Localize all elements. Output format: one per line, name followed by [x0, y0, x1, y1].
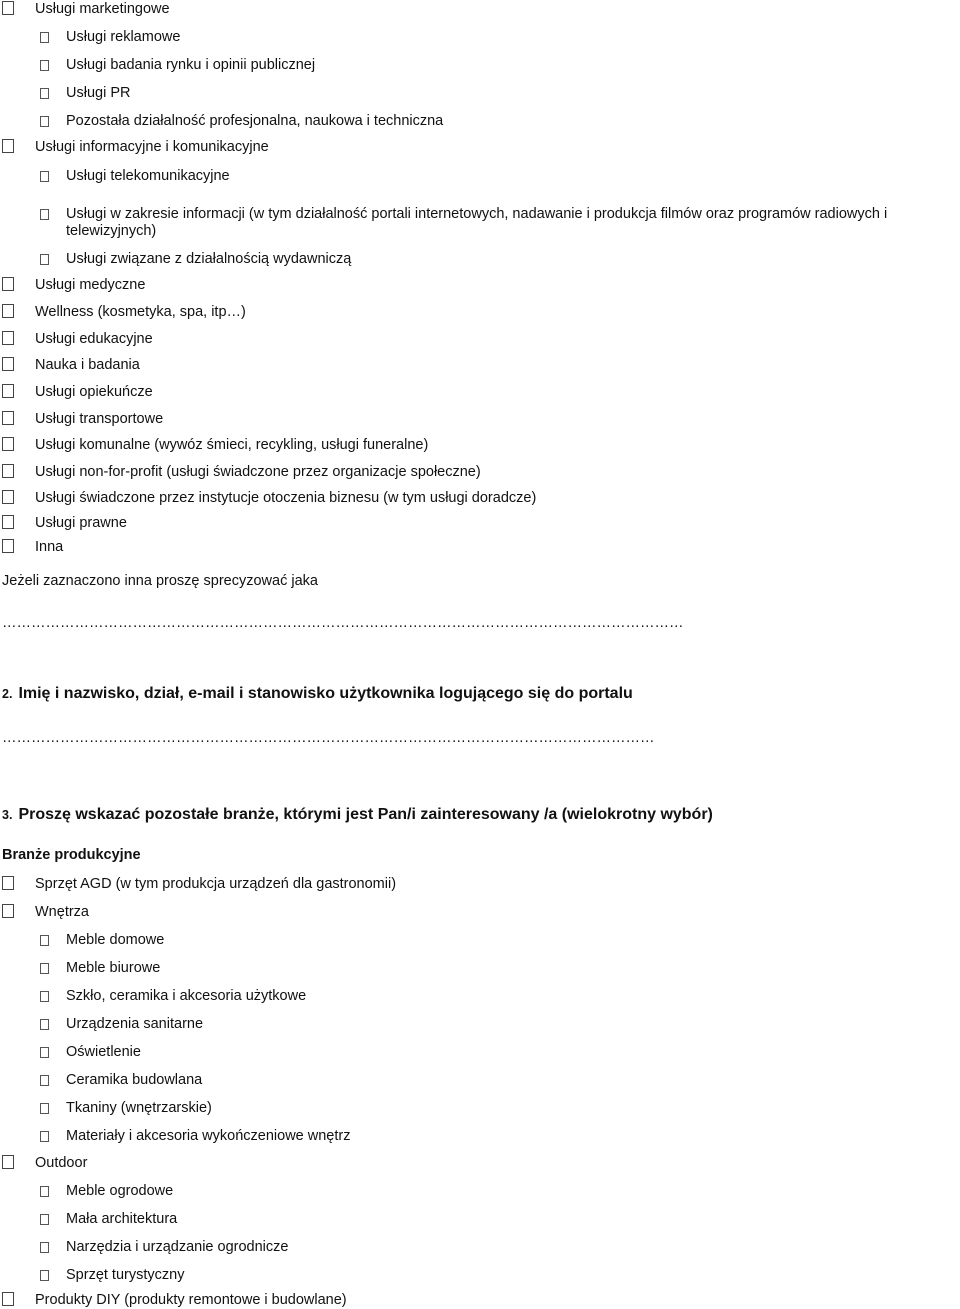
option-information-services[interactable] — [40, 206, 936, 240]
checkbox[interactable] — [40, 32, 49, 43]
option-care[interactable] — [2, 384, 153, 401]
checkbox[interactable] — [2, 304, 14, 318]
option-label: Usługi reklamowe — [66, 29, 181, 45]
option-advertising[interactable] — [40, 29, 180, 46]
question-text: Imię i nazwisko, dział, e-mail i stanowisko użytkownika logującego się do portalu — [18, 685, 633, 702]
checkbox[interactable] — [2, 437, 14, 451]
checkbox[interactable] — [40, 1103, 49, 1114]
option-label: Usługi transportowe — [35, 411, 164, 427]
option-business-support[interactable] — [2, 490, 536, 507]
option-label: Sprzęt AGD (w tym produkcja urządzeń dla gastronomii) — [35, 876, 397, 892]
option-telecom[interactable] — [40, 168, 230, 185]
checkbox[interactable] — [40, 991, 49, 1002]
option-label: Meble ogrodowe — [66, 1183, 174, 1199]
option-legal[interactable] — [2, 515, 127, 532]
checkbox[interactable] — [40, 1131, 49, 1142]
checkbox[interactable] — [40, 209, 49, 220]
option-home-furniture[interactable] — [40, 932, 164, 949]
option-garden-tools[interactable] — [40, 1239, 288, 1256]
option-label: Nauka i badania — [35, 357, 140, 373]
option-glass-ceramics[interactable] — [40, 988, 306, 1005]
checkbox[interactable] — [2, 515, 14, 529]
option-label: Tkaniny (wnętrzarskie) — [66, 1100, 212, 1116]
checkbox[interactable] — [2, 277, 14, 291]
checkbox[interactable] — [40, 1075, 49, 1086]
option-label: Wnętrza — [35, 904, 89, 920]
option-sanitary[interactable] — [40, 1016, 203, 1033]
option-other[interactable] — [2, 539, 63, 556]
option-office-furniture[interactable] — [40, 960, 160, 977]
option-medical[interactable] — [2, 277, 145, 294]
checkbox[interactable] — [2, 384, 14, 398]
option-building-ceramics[interactable] — [40, 1072, 202, 1089]
option-other-professional[interactable] — [40, 113, 443, 130]
option-label: Usługi w zakresie informacji (w tym działalność portali internetowych, nadawanie i produkcja filmów oraz programów radiowych i telewizyjnych) — [66, 206, 888, 239]
checkbox[interactable] — [2, 1155, 14, 1169]
question-2 — [2, 684, 633, 704]
checkbox[interactable] — [40, 116, 49, 127]
option-label: Usługi medyczne — [35, 277, 146, 293]
option-label: Wellness (kosmetyka, spa, itp…) — [35, 304, 246, 320]
option-label: Materiały i akcesoria wykończeniowe wnętrz — [66, 1128, 351, 1144]
option-market-research[interactable] — [40, 57, 315, 74]
checkbox[interactable] — [2, 1292, 14, 1306]
option-garden-furniture[interactable] — [40, 1183, 173, 1200]
answer-line[interactable]: …………………………………………………………………………………………………………………………… — [2, 615, 684, 631]
option-label: Usługi komunalne (wywóz śmieci, recykling, usługi funeralne) — [35, 437, 429, 453]
option-label: Meble domowe — [66, 932, 165, 948]
option-label: Usługi edukacyjne — [35, 331, 153, 347]
option-label: Oświetlenie — [66, 1044, 141, 1060]
option-label: Inna — [35, 539, 64, 555]
option-label: Meble biurowe — [66, 960, 161, 976]
option-small-architecture[interactable] — [40, 1211, 177, 1228]
option-label: Usługi non-for-profit (usługi świadczone przez organizacje społeczne) — [35, 464, 481, 480]
option-pr[interactable] — [40, 85, 130, 102]
checkbox[interactable] — [2, 876, 14, 890]
checkbox[interactable] — [2, 490, 14, 504]
option-wellness[interactable] — [2, 304, 246, 321]
option-textiles[interactable] — [40, 1100, 212, 1117]
checkbox[interactable] — [2, 411, 14, 425]
option-tourist-equipment[interactable] — [40, 1267, 184, 1284]
option-label: Outdoor — [35, 1155, 88, 1171]
answer-line[interactable]: ……………………………………………………………………………………………………………………… — [2, 730, 655, 746]
option-municipal[interactable] — [2, 437, 428, 454]
option-marketing[interactable] — [2, 1, 170, 18]
checkbox[interactable] — [2, 357, 14, 371]
option-finishing-materials[interactable] — [40, 1128, 350, 1145]
option-outdoor[interactable] — [2, 1155, 87, 1172]
question-text: Proszę wskazać pozostałe branże, którymi jest Pan/i zainteresowany /a (wielokrotny wybór) — [18, 806, 713, 823]
option-lighting[interactable] — [40, 1044, 141, 1061]
option-label: Usługi marketingowe — [35, 1, 170, 17]
option-education[interactable] — [2, 331, 153, 348]
checkbox[interactable] — [40, 1242, 49, 1253]
option-label: Pozostała działalność profesjonalna, naukowa i techniczna — [66, 113, 444, 129]
option-label: Usługi prawne — [35, 515, 127, 531]
option-label: Sprzęt turystyczny — [66, 1267, 185, 1283]
checkbox[interactable] — [40, 1019, 49, 1030]
question-3 — [2, 805, 713, 825]
question-number: 3. — [2, 808, 13, 822]
option-science[interactable] — [2, 357, 140, 374]
option-label: Usługi badania rynku i opinii publicznej — [66, 57, 316, 73]
option-label: Usługi telekomunikacyjne — [66, 168, 230, 184]
option-label: Produkty DIY (produkty remontowe i budowlane) — [35, 1292, 347, 1308]
production-heading: Branże produkcyjne — [2, 847, 141, 863]
option-label: Mała architektura — [66, 1211, 178, 1227]
checkbox[interactable] — [2, 139, 14, 153]
option-publishing[interactable] — [40, 251, 351, 268]
option-label: Usługi informacyjne i komunikacyjne — [35, 139, 269, 155]
checkbox[interactable] — [2, 464, 14, 478]
option-label: Usługi opiekuńcze — [35, 384, 153, 400]
option-label: Usługi związane z działalnością wydawniczą — [66, 251, 352, 267]
option-label: Ceramika budowlana — [66, 1072, 203, 1088]
option-label: Narzędzia i urządzanie ogrodnicze — [66, 1239, 289, 1255]
checkbox[interactable] — [40, 963, 49, 974]
option-agd[interactable] — [2, 876, 396, 893]
option-interiors[interactable] — [2, 904, 89, 921]
checkbox[interactable] — [2, 904, 14, 918]
checkbox[interactable] — [2, 539, 14, 553]
option-label: Urządzenia sanitarne — [66, 1016, 204, 1032]
option-info-comms[interactable] — [2, 139, 269, 156]
checkbox[interactable] — [40, 1186, 49, 1197]
option-label: Usługi PR — [66, 85, 131, 101]
option-transport[interactable] — [2, 411, 163, 428]
other-specify-prompt: Jeżeli zaznaczono inna proszę sprecyzować jaka — [2, 573, 318, 589]
checkbox[interactable] — [2, 331, 14, 345]
checkbox[interactable] — [40, 254, 49, 265]
option-label: Usługi świadczone przez instytucje otoczenia biznesu (w tym usługi doradcze) — [35, 490, 537, 506]
checkbox[interactable] — [40, 1047, 49, 1058]
checkbox[interactable] — [40, 935, 49, 946]
checkbox[interactable] — [40, 88, 49, 99]
option-diy[interactable] — [2, 1292, 347, 1309]
checkbox[interactable] — [40, 171, 49, 182]
checkbox[interactable] — [40, 1214, 49, 1225]
option-label: Szkło, ceramika i akcesoria użytkowe — [66, 988, 307, 1004]
option-non-profit[interactable] — [2, 464, 481, 481]
checkbox[interactable] — [2, 1, 14, 15]
question-number: 2. — [2, 687, 13, 701]
checkbox[interactable] — [40, 60, 49, 71]
checkbox[interactable] — [40, 1270, 49, 1281]
